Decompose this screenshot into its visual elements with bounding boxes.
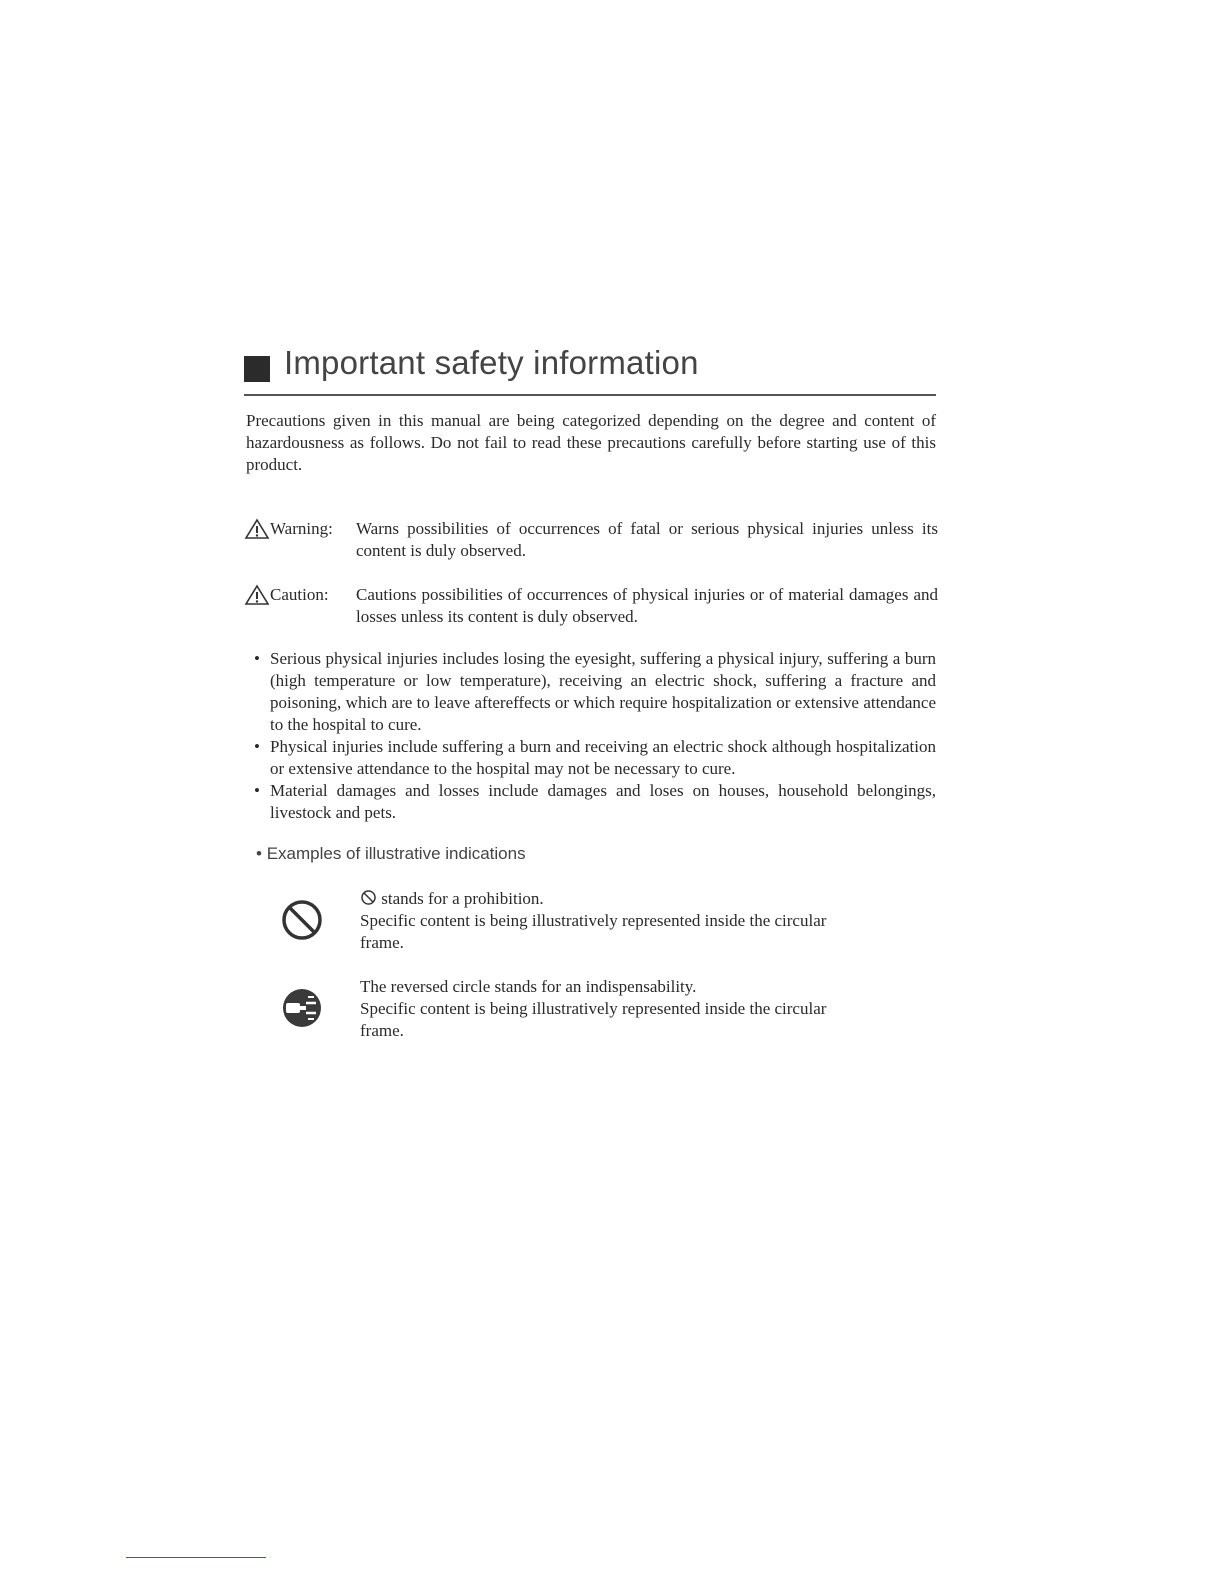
- caution-label: Caution:: [270, 585, 329, 604]
- caution-text: Cautions possibilities of occurrences of physical injuries or of material damages and losses unless its content is duly observed.: [356, 585, 938, 626]
- warning-triangle-icon: [244, 518, 270, 540]
- prohibition-line-3: frame.: [360, 933, 404, 952]
- list-item: [254, 648, 936, 736]
- bullet-text: Material damages and losses include damages and loses on houses, household belongings, livestock and pets.: [270, 781, 936, 822]
- injury-definitions-list: [254, 648, 936, 824]
- bullet-marker: •: [254, 737, 260, 756]
- list-item: [254, 736, 936, 780]
- bullet-text: Physical injuries include suffering a burn and receiving an electric shock although hospitalization or extensive attendance to the hospital may not be necessary to cure.: [270, 737, 936, 778]
- prohibition-icon: [280, 898, 324, 948]
- warning-term: [244, 518, 333, 540]
- indispensability-description: [360, 976, 940, 1042]
- intro-paragraph: Precautions given in this manual are being categorized depending on the degree and content of hazardousness as follows. Do not fail to read these precautions carefully before starting use of this product.: [246, 411, 936, 474]
- caution-triangle-icon: [244, 584, 270, 606]
- section-heading: [244, 346, 936, 396]
- warning-label: Warning:: [270, 519, 333, 538]
- caution-term: [244, 584, 329, 606]
- indispensability-line-2: Specific content is being illustratively represented inside the circular: [360, 999, 827, 1018]
- indispensability-line-3: frame.: [360, 1021, 404, 1040]
- examples-heading-text: Examples of illustrative indications: [266, 844, 526, 863]
- unplug-icon: [280, 986, 324, 1036]
- prohibition-icon: [360, 889, 377, 906]
- bullet-marker: •: [254, 781, 260, 800]
- warning-definition: [244, 518, 938, 562]
- heading-square-icon: [244, 356, 270, 382]
- prohibition-description: [360, 888, 940, 954]
- examples-heading: [256, 844, 526, 864]
- warning-text: Warns possibilities of occurrences of fatal or serious physical injuries unless its content is duly observed.: [356, 519, 938, 560]
- bullet-marker: •: [256, 844, 262, 863]
- bullet-marker: •: [254, 649, 260, 668]
- list-item: [254, 780, 936, 824]
- bullet-text: Serious physical injuries includes losing the eyesight, suffering a physical injury, suffering a burn (high temperature or low temperature), receiving an electric shock, suffering a fracture and poisoning, which are to leave aftereffects or which require hospitalization or extensive attendance to the hospital to cure.: [270, 649, 936, 734]
- prohibition-line-1: stands for a prohibition.: [381, 889, 544, 908]
- indispensability-line-1: The reversed circle stands for an indispensability.: [360, 977, 697, 996]
- prohibition-line-2: Specific content is being illustratively represented inside the circular: [360, 911, 827, 930]
- footer-rule: [126, 1557, 266, 1558]
- page-title: Important safety information: [284, 344, 699, 381]
- caution-definition: [244, 584, 938, 628]
